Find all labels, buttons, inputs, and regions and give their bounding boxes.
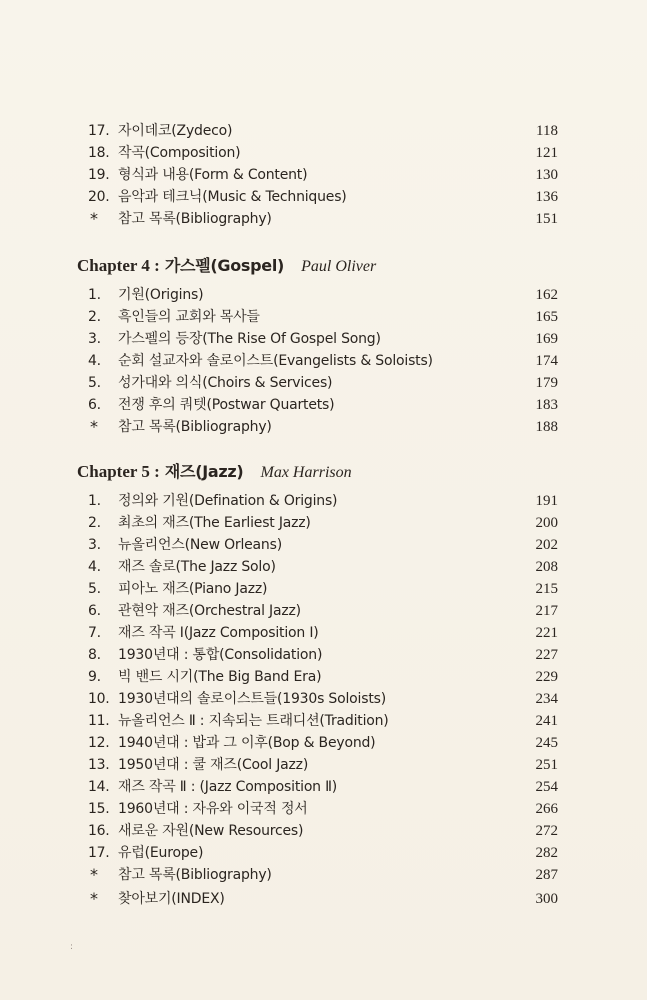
entry-number: 7.	[88, 625, 101, 641]
entry-page-number: 151	[535, 211, 558, 227]
entry-title: 빅 밴드 시기(The Big Band Era)	[118, 669, 322, 685]
toc-list-chapter3-tail	[0, 120, 647, 230]
toc-entry	[0, 142, 647, 164]
entry-number: 1.	[88, 493, 101, 509]
chapter-title: 가스펠(Gospel)	[164, 256, 285, 275]
entry-title: 기원(Origins)	[118, 287, 204, 303]
toc-entry	[0, 556, 647, 578]
entry-page-number: 241	[535, 713, 558, 729]
entry-title: 흑인들의 교회와 목사들	[118, 309, 260, 325]
chapter-5-heading	[77, 458, 352, 486]
entry-title: 찾아보기(INDEX)	[118, 891, 225, 907]
entry-title: 참고 목록(Bibliography)	[118, 867, 272, 883]
entry-number: 6.	[88, 397, 101, 413]
toc-entry	[0, 842, 647, 864]
entry-page-number: 229	[535, 669, 558, 685]
toc-entry	[0, 644, 647, 666]
entry-page-number: 217	[535, 603, 558, 619]
entry-page-number: 130	[535, 167, 558, 183]
entry-page-number: 121	[535, 145, 558, 161]
entry-number: *	[90, 209, 98, 228]
entry-page-number: 208	[535, 559, 558, 575]
entry-title: 뉴올리언스(New Orleans)	[118, 537, 282, 553]
entry-title: 순회 설교자와 솔로이스트(Evangelists & Soloists)	[118, 353, 433, 369]
entry-page-number: 174	[535, 353, 558, 369]
entry-number: 2.	[88, 309, 101, 325]
entry-title: 성가대와 의식(Choirs & Services)	[118, 375, 333, 391]
toc-entry	[0, 328, 647, 350]
toc-entry	[0, 306, 647, 328]
entry-title: 정의와 기원(Defination & Origins)	[118, 493, 338, 509]
entry-number: 19.	[88, 167, 110, 183]
entry-number: 18.	[88, 145, 110, 161]
entry-title: 뉴올리언스 Ⅱ : 지속되는 트래디션(Tradition)	[118, 713, 389, 729]
entry-page-number: 165	[535, 309, 558, 325]
entry-page-number: 183	[535, 397, 558, 413]
entry-title: 전쟁 후의 쿼텟(Postwar Quartets)	[118, 397, 335, 413]
entry-title: 참고 목록(Bibliography)	[118, 211, 272, 227]
toc-entry	[0, 798, 647, 820]
entry-page-number: 200	[535, 515, 558, 531]
entry-number: 5.	[88, 581, 101, 597]
entry-page-number: 188	[535, 419, 558, 435]
chapter-4-heading	[77, 252, 376, 280]
entry-page-number: 221	[535, 625, 558, 641]
entry-title: 재즈 작곡 Ⅰ(Jazz Composition Ⅰ)	[118, 625, 319, 641]
entry-page-number: 179	[535, 375, 558, 391]
page-speck: :	[70, 942, 74, 952]
entry-number: 3.	[88, 537, 101, 553]
entry-page-number: 191	[535, 493, 558, 509]
entry-number: *	[90, 865, 98, 884]
entry-page-number: 118	[536, 123, 558, 139]
entry-title: 유럽(Europe)	[118, 845, 204, 861]
entry-number: 4.	[88, 353, 101, 369]
toc-entry	[0, 688, 647, 710]
entry-number: 15.	[88, 801, 110, 817]
toc-entry	[0, 710, 647, 732]
entry-page-number: 272	[535, 823, 558, 839]
entry-page-number: 169	[535, 331, 558, 347]
entry-page-number: 300	[535, 891, 558, 907]
toc-entry	[0, 732, 647, 754]
entry-number: 20.	[88, 189, 110, 205]
entry-page-number: 136	[535, 189, 558, 205]
entry-page-number: 202	[535, 537, 558, 553]
entry-number: 14.	[88, 779, 110, 795]
toc-entry	[0, 820, 647, 842]
entry-number: 3.	[88, 331, 101, 347]
toc-entry	[0, 284, 647, 306]
entry-title: 참고 목록(Bibliography)	[118, 419, 272, 435]
entry-number: 10.	[88, 691, 110, 707]
entry-page-number: 287	[535, 867, 558, 883]
entry-page-number: 162	[535, 287, 558, 303]
entry-number: 12.	[88, 735, 110, 751]
entry-title: 재즈 솔로(The Jazz Solo)	[118, 559, 276, 575]
chapter-title: 재즈(Jazz)	[164, 462, 244, 481]
entry-title: 작곡(Composition)	[118, 145, 241, 161]
entry-title: 1950년대 : 쿨 재즈(Cool Jazz)	[118, 757, 309, 773]
entry-title: 새로운 자원(New Resources)	[118, 823, 304, 839]
toc-entry	[0, 754, 647, 776]
toc-entry	[0, 350, 647, 372]
entry-title: 자이데코(Zydeco)	[118, 123, 233, 139]
entry-page-number: 254	[535, 779, 558, 795]
toc-entry	[0, 512, 647, 534]
entry-page-number: 227	[535, 647, 558, 663]
toc-entry	[0, 578, 647, 600]
toc-entry	[0, 622, 647, 644]
toc-entry	[0, 186, 647, 208]
toc-entry	[0, 776, 647, 798]
entry-number: 13.	[88, 757, 110, 773]
entry-number: 4.	[88, 559, 101, 575]
toc-entry	[0, 888, 647, 910]
entry-number: 17.	[88, 845, 110, 861]
entry-number: 5.	[88, 375, 101, 391]
toc-entry	[0, 534, 647, 556]
entry-title: 형식과 내용(Form & Content)	[118, 167, 308, 183]
chapter-label: Chapter 4 :	[77, 256, 160, 275]
chapter-label: Chapter 5 :	[77, 462, 160, 481]
entry-number: 11.	[88, 713, 110, 729]
entry-page-number: 282	[535, 845, 558, 861]
chapter-author: Max Harrison	[260, 464, 352, 481]
entry-number: 17.	[88, 123, 110, 139]
entry-title: 1940년대 : 밥과 그 이후(Bop & Beyond)	[118, 735, 376, 751]
entry-number: *	[90, 889, 98, 908]
toc-entry	[0, 666, 647, 688]
entry-title: 가스펠의 등장(The Rise Of Gospel Song)	[118, 331, 381, 347]
entry-number: *	[90, 417, 98, 436]
entry-title: 최초의 재즈(The Earliest Jazz)	[118, 515, 311, 531]
toc-entry	[0, 600, 647, 622]
entry-number: 6.	[88, 603, 101, 619]
entry-title: 1930년대의 솔로이스트들(1930s Soloists)	[118, 691, 386, 707]
entry-title: 재즈 작곡 Ⅱ : (Jazz Composition Ⅱ)	[118, 779, 338, 795]
toc-list-chapter4	[0, 284, 647, 438]
entry-number: 8.	[88, 647, 101, 663]
entry-title: 1960년대 : 자유와 이국적 정서	[118, 801, 308, 817]
toc-entry	[0, 372, 647, 394]
entry-number: 16.	[88, 823, 110, 839]
toc-entry	[0, 164, 647, 186]
toc-entry	[0, 394, 647, 416]
entry-page-number: 215	[535, 581, 558, 597]
entry-page-number: 266	[535, 801, 558, 817]
toc-entry	[0, 120, 647, 142]
entry-number: 9.	[88, 669, 101, 685]
toc-entry	[0, 208, 647, 230]
toc-entry	[0, 490, 647, 512]
entry-title: 1930년대 : 통합(Consolidation)	[118, 647, 323, 663]
entry-title: 관현악 재즈(Orchestral Jazz)	[118, 603, 301, 619]
toc-entry	[0, 864, 647, 886]
entry-page-number: 234	[535, 691, 558, 707]
entry-title: 피아노 재즈(Piano Jazz)	[118, 581, 268, 597]
entry-title: 음악과 테크닉(Music & Techniques)	[118, 189, 347, 205]
entry-page-number: 245	[535, 735, 558, 751]
toc-entry	[0, 416, 647, 438]
entry-page-number: 251	[535, 757, 558, 773]
entry-number: 1.	[88, 287, 101, 303]
toc-list-chapter5	[0, 490, 647, 910]
entry-number: 2.	[88, 515, 101, 531]
chapter-author: Paul Oliver	[301, 258, 377, 275]
